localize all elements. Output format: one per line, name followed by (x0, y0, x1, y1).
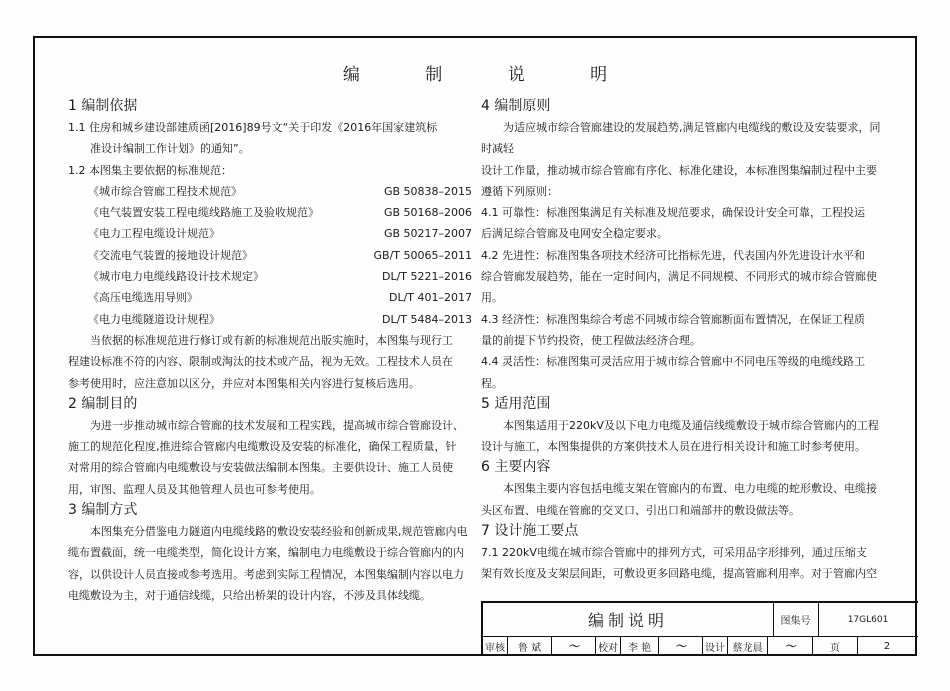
s4-line: 用。 (481, 291, 503, 305)
s3-line: 电缆敷设为主，对于通信线缆，只给出桥架的设计内容，不涉及具体线缆。 (68, 588, 431, 602)
checker-signature: ～ (659, 636, 703, 656)
s4-line: 综合管廊发展趋势，能在一定时间内，满足不同规模、不同形式的城市综合管廊使 (481, 270, 877, 284)
standard-name: 《电气装置安装工程电缆线路施工及验收规范》 (88, 206, 319, 220)
title-block-name: 编制说明 (483, 603, 774, 636)
drawing-frame (33, 36, 917, 656)
section-2-heading: 2 编制目的 (68, 395, 138, 412)
s7-line: 架有效长度及支架层间距，可敷设更多回路电缆，提高管廊利用率。对于管廊内空 (481, 567, 877, 581)
standard-code: DL/T 5221–2016 (381, 270, 472, 284)
standard-name: 《城市综合管廊工程技术规范》 (88, 184, 242, 198)
s1-note: 当依据的标准规范进行修订或有新的标准规范出版实施时，本图集与现行工 (90, 333, 453, 347)
s5-line: 本图集适用于220kV及以下电力电缆及通信线缆敷设于城市综合管廊内的工程 (503, 418, 879, 432)
standard-code: GB 50168–2006 (383, 206, 472, 220)
designer-signature: ～ (768, 636, 813, 656)
s1-line: 1.2 本图集主要依据的标准规范： (68, 163, 232, 177)
s1-line: 1.1 住房和城乡建设部建质函[2016]89号文“关于印发《2016年国家建筑标 (68, 121, 438, 134)
s6-line: 头区布置、电缆在管廊的交叉口、引出口和端部井的敷设做法等。 (481, 503, 800, 517)
page-number: 2 (883, 640, 891, 652)
s4-line: 后满足综合管廊及电网安全稳定要求。 (481, 227, 668, 241)
title-block-top-row (483, 603, 918, 637)
s4-line: 为适应城市综合管廊建设的发展趋势,满足管廊内电缆线的敷设及安装要求，同时减轻 (481, 121, 881, 156)
s1-note: 参考使用时，应注意加以区分，并应对本图集相关内容进行复核后选用。 (68, 376, 420, 390)
s7-line: 7.1 220kV电缆在城市综合管廊中的排列方式，可采用品字形排列，通过压缩支 (481, 546, 867, 560)
section-5-heading: 5 适用范围 (481, 395, 551, 412)
left-column (68, 96, 472, 606)
s3-line: 本图集充分借鉴电力隧道内电缆线路的敷设安装经验和创新成果,规范管廊内电 (90, 525, 468, 539)
s1-note: 程建设标准不符的内容、限制或淘汰的技术或产品，视为无效。工程技术人员在 (68, 355, 453, 369)
standard-name: 《电力工程电缆设计规范》 (88, 227, 220, 241)
review-label: 审核 (483, 636, 508, 656)
design-label: 设计 (703, 636, 728, 656)
standard-code: GB/T 50065–2011 (373, 248, 472, 262)
standard-code: GB 50217–2007 (383, 227, 472, 241)
s4-line: 4.3 经济性：标准图集综合考虑不同城市综合管廊断面布置情况，在保证工程质 (481, 312, 865, 326)
s3-line: 容，以供设计人员直接或参考选用。考虑到实际工程情况，本图集编制内容以电力 (68, 567, 464, 581)
s4-line: 量的前提下节约投资，使工程做法经济合理。 (481, 333, 701, 347)
standard-row (68, 309, 472, 330)
s4-line: 设计工作量，推动城市综合管廊有序化、标准化建设，本标准图集编制过程中主要 (481, 163, 877, 177)
standard-code: GB 50838–2015 (383, 184, 472, 198)
standard-row (68, 223, 472, 244)
section-3-heading: 3 编制方式 (68, 502, 138, 519)
s2-line: 为进一步推动城市综合管廊的技术发展和工程实践，提高城市综合管廊设计、 (90, 418, 464, 432)
s2-line: 施工的规范化程度,推进综合管廊内电缆敷设及安装的标准化，确保工程质量，针 (68, 440, 457, 454)
standard-row (68, 181, 472, 202)
reviewer-signature: ～ (552, 636, 596, 656)
title-block (481, 601, 918, 656)
standard-code: DL/T 401–2017 (388, 291, 472, 305)
title-block-sign-row (483, 636, 918, 656)
section-6-heading: 6 主要内容 (481, 459, 551, 476)
s2-line: 用，审图、监理人员及其他管理人员也可参考使用。 (68, 482, 321, 496)
s6-line: 本图集主要内容包括电缆支架在管廊内的布置、电力电缆的蛇形敷设、电缆接 (503, 482, 877, 496)
s1-line: 准设计编制工作计划》的通知”。 (90, 142, 250, 156)
section-7-heading: 7 设计施工要点 (481, 523, 579, 540)
standard-row (68, 266, 472, 287)
section-1-heading: 1 编制依据 (68, 98, 138, 114)
check-label: 校对 (596, 636, 621, 656)
atlas-label: 图集号 (773, 603, 819, 636)
s4-line: 4.1 可靠性：标准图集满足有关标准及规范要求，确保设计安全可靠，工程投运 (481, 206, 865, 220)
s4-line: 遵循下列原则： (481, 184, 558, 198)
section-4-heading: 4 编制原则 (481, 98, 551, 114)
s5-line: 设计与施工，本图集提供的方案供技术人员在进行相关设计和施工时参考使用。 (481, 440, 866, 454)
s4-line: 4.4 灵活性：标准图集可灵活应用于城市综合管廊中不同电压等级的电缆线路工 (481, 355, 865, 369)
standard-name: 《电力电缆隧道设计规程》 (88, 312, 220, 326)
checker-name: 李 艳 (621, 636, 659, 656)
standard-name: 《城市电力电缆线路设计技术规定》 (88, 270, 264, 284)
page-label: 页 (813, 636, 858, 656)
right-column (481, 96, 891, 585)
reviewer-name: 鲁 斌 (508, 636, 552, 656)
standard-row (68, 287, 472, 308)
standard-row (68, 245, 472, 266)
s4-line: 程。 (481, 376, 503, 390)
standard-code: DL/T 5484–2013 (381, 312, 472, 326)
page-title: 编 制 说 明 (342, 65, 638, 85)
standard-row (68, 202, 472, 223)
atlas-number: 17GL601 (847, 614, 889, 625)
s4-line: 4.2 先进性：标准图集各项技术经济可比指标先进，代表国内外先进设计水平和 (481, 248, 865, 262)
standard-name: 《交流电气装置的接地设计规范》 (88, 248, 253, 262)
s2-line: 对常用的综合管廊内电缆敷设与安装做法编制本图集。主要供设计、施工人员使 (68, 461, 453, 475)
s3-line: 缆布置截面，统一电缆类型，简化设计方案，编制电力电缆敷设于综合管廊内的内 (68, 546, 464, 560)
designer-name: 蔡龙晨 (728, 636, 768, 656)
standard-name: 《高压电缆选用导则》 (88, 291, 198, 305)
